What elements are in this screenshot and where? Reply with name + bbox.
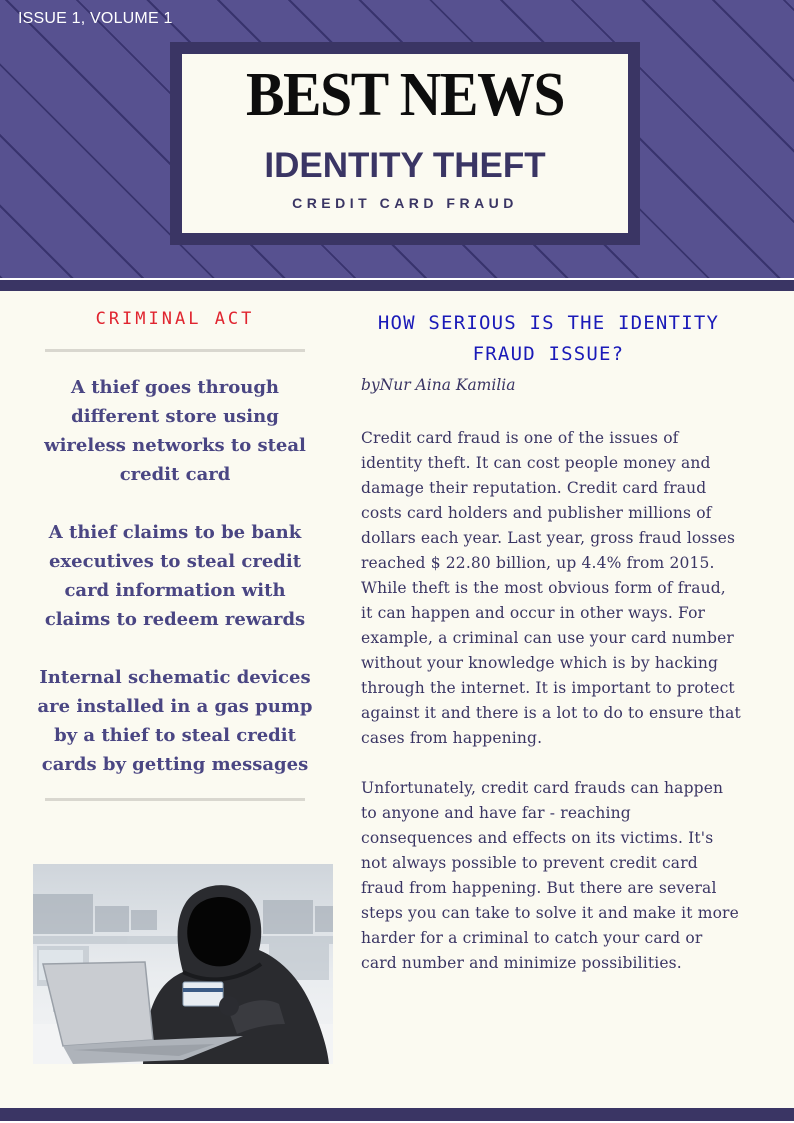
- article-title: HOW SERIOUS IS THE IDENTITY FRAUD ISSUE?: [377, 312, 720, 365]
- hooded-hacker-icon: [33, 864, 333, 1064]
- left-column: [35, 306, 315, 801]
- fact-item: A thief claims to be bank executives to steal credit card information with claims to redeem rewards: [44, 522, 306, 630]
- header-band: [0, 0, 794, 278]
- section-title: CRIMINAL ACT: [95, 309, 255, 329]
- title-frame: [170, 42, 640, 245]
- article-byline: byNur Aina Kamilia: [361, 376, 516, 394]
- article-column: [361, 308, 741, 1001]
- issue-label: ISSUE 1, VOLUME 1: [18, 10, 173, 27]
- footer-band: [0, 1108, 794, 1123]
- hacker-photo: [33, 864, 333, 1064]
- fact-item: A thief goes through different store using wireless networks to steal credit card: [44, 377, 306, 485]
- title-box: [182, 54, 628, 233]
- newsletter-tagline: CREDIT CARD FRAUD: [292, 195, 518, 211]
- article-paragraph: Credit card fraud is one of the issues of identity theft. It can cost people money and damage their reputation. Credit card fraud costs card holders and publisher millions of dollars each year. Last year, gross fraud losses reached $ 22.80 billion, up 4.4% from 2015. While theft is the most obvious form of fraud, it can happen and occur in other ways. For example, a criminal can use your card number without your knowledge which is by hacking through the internet. It is important to protect against it and there is a lot to do to ensure that cases from happening.: [361, 429, 741, 747]
- fact-item: Internal schematic devices are installed in a gas pump by a thief to steal credit cards by getting messages: [37, 667, 313, 775]
- divider: [45, 349, 305, 352]
- header-rule: [0, 278, 794, 291]
- masthead: BEST NEWS: [245, 61, 565, 129]
- article-body: [361, 426, 741, 976]
- divider: [45, 798, 305, 801]
- article-paragraph: Unfortunately, credit card frauds can happen to anyone and have far - reaching consequences and effects on its victims. It's not always possible to prevent credit card fraud from happening. But there are several steps you can take to solve it and make it more harder for a criminal to catch your card or card number and minimize possibilities.: [361, 779, 739, 972]
- fact-list: [35, 373, 315, 779]
- newsletter-subtitle: IDENTITY THEFT: [264, 146, 546, 185]
